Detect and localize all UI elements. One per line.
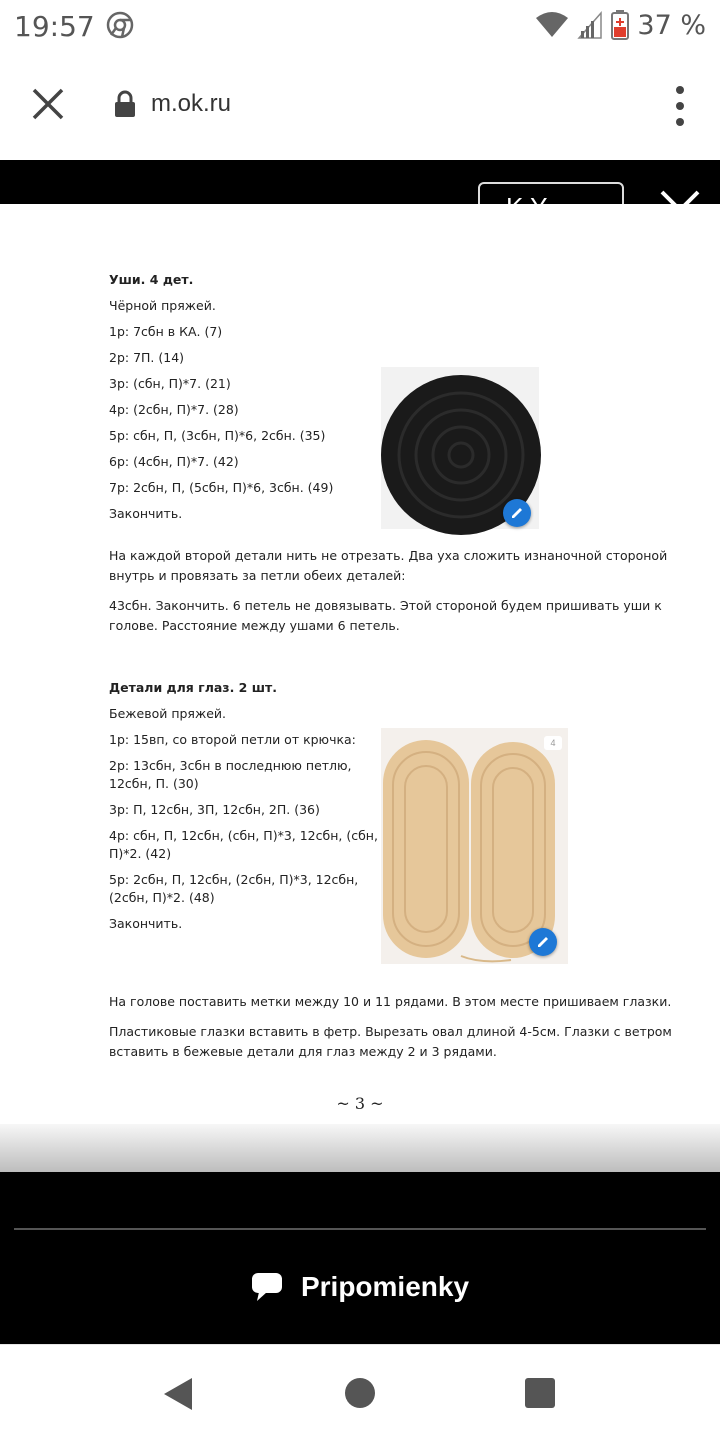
comments-button[interactable] [0,1230,720,1344]
chrome-icon [107,12,133,38]
text-line: 5р: 2сбн, П, 12сбн, (2сбн, П)*3, 12сбн, [109,872,359,887]
back-icon[interactable] [162,1377,194,1411]
black-ear-photo[interactable] [381,367,539,529]
recents-icon[interactable] [525,1378,555,1408]
text-line: Закончить. [109,506,183,521]
text-line: 1р: 15вп, со второй петли от крючка: [109,732,356,747]
url-text[interactable]: m.ok.ru [151,90,232,117]
page-number: ~ 3 ~ [336,1094,384,1113]
paragraph-line: На голове поставить метки между 10 и 11 рядами. В этом месте пришиваем глазки. [109,994,672,1009]
section-title: Детали для глаз. 2 шт. [109,680,277,695]
wifi-icon [535,12,569,38]
text-line: 2р: 13сбн, 3сбн в последнюю петлю, [109,758,352,773]
status-bar [0,0,720,52]
paragraph-line: вставить в бежевые детали для глаз между 2 и 3 рядами. [109,1044,497,1059]
document-page [0,204,720,1124]
browser-toolbar [0,52,720,160]
status-indicators [535,10,706,40]
text-line: 4р: (2сбн, П)*7. (28) [109,402,239,417]
battery-percent: 37 % [637,9,706,41]
media-viewer-header [0,160,720,204]
paragraph-line: внутрь и провязать за петли обеих деталей: [109,568,406,583]
more-vert-icon[interactable] [674,86,686,126]
lock-icon [114,90,136,118]
text-line: 12сбн, П. (30) [109,776,199,791]
text-line: 7р: 2сбн, П, (5сбн, П)*6, 3сбн. (49) [109,480,334,495]
system-nav-bar [0,1344,720,1440]
paragraph-line: Пластиковые глазки вставить в фетр. Вырезать овал длиной 4-5см. Глазки с ветром [109,1024,672,1039]
text-line: 3р: (сбн, П)*7. (21) [109,376,231,391]
close-icon[interactable] [30,86,66,122]
page-edge-shadow [0,1124,720,1172]
signal-icon [577,11,603,39]
page-badge: 4 [544,736,562,750]
edit-icon[interactable] [503,499,531,527]
battery-icon [611,10,629,40]
comments-label: Pripomienky [300,1271,470,1302]
text-line: Чёрной пряжей. [109,298,216,313]
paragraph-line: 43сбн. Закончить. 6 петель не довязывать. Этой стороной будем пришивать уши к [109,598,662,613]
text-line: П)*2. (42) [109,846,172,861]
text-line: Бежевой пряжей. [109,706,227,721]
text-line: 3р: П, 12сбн, 3П, 12сбн, 2П. (36) [109,802,320,817]
text-line: 1р: 7сбн в КА. (7) [109,324,223,339]
paragraph-line: голове. Расстояние между ушами 6 петель. [109,618,400,633]
edit-icon[interactable] [529,928,557,956]
paragraph-line: На каждой второй детали нить не отрезать. Два уха сложить изнаночной стороной [109,548,668,563]
text-line: 4р: сбн, П, 12сбн, (сбн, П)*3, 12сбн, (сбн, [109,828,378,843]
text-line: 2р: 7П. (14) [109,350,185,365]
text-line: 6р: (4сбн, П)*7. (42) [109,454,239,469]
comments-area [0,1172,720,1344]
text-line: Закончить. [109,916,183,931]
status-time: 19:57 [14,10,95,43]
beige-eye-photo[interactable] [381,728,568,964]
text-line: (2сбн, П)*2. (48) [109,890,215,905]
text-line: 5р: сбн, П, (3сбн, П)*6, 2сбн. (35) [109,428,326,443]
home-icon[interactable] [345,1378,375,1408]
comment-icon [251,1272,283,1302]
section-title: Уши. 4 дет. [109,272,194,287]
